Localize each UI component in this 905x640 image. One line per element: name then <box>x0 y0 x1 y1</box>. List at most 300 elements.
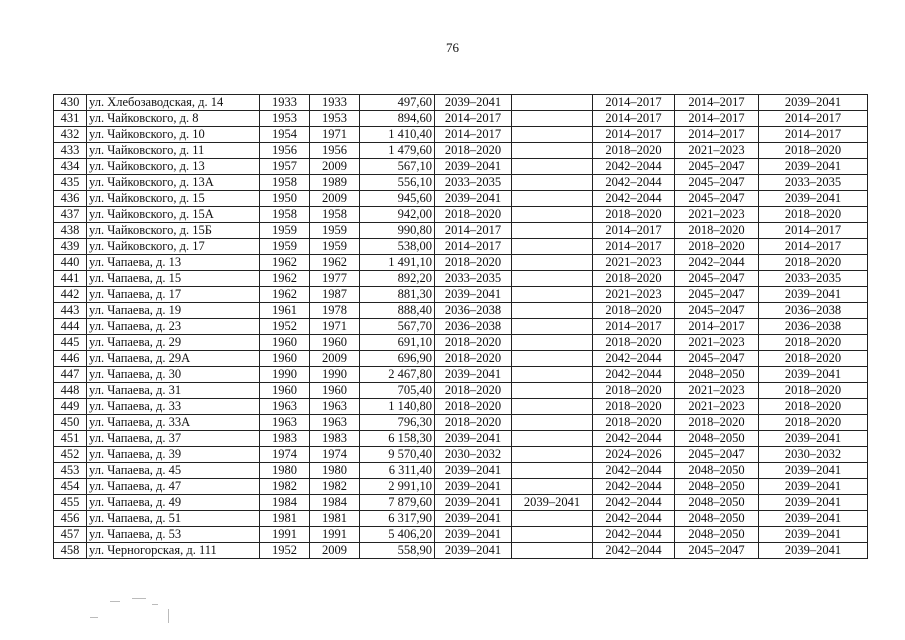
cell-p2 <box>512 255 593 271</box>
cell-p4: 2048–2050 <box>675 463 759 479</box>
table-row <box>54 335 868 351</box>
cell-p4: 2014–2017 <box>675 95 759 111</box>
cell-p4: 2045–2047 <box>675 271 759 287</box>
cell-p5: 2039–2041 <box>759 95 868 111</box>
cell-num: 430 <box>54 95 87 111</box>
cell-address: ул. Чапаева, д. 45 <box>87 463 260 479</box>
cell-p2 <box>512 287 593 303</box>
cell-p1: 2039–2041 <box>435 431 512 447</box>
table-row <box>54 271 868 287</box>
cell-address: ул. Чайковского, д. 11 <box>87 143 260 159</box>
table-row <box>54 511 868 527</box>
cell-p2 <box>512 447 593 463</box>
table-row <box>54 255 868 271</box>
cell-p1: 2033–2035 <box>435 271 512 287</box>
table-row <box>54 431 868 447</box>
cell-p1: 2033–2035 <box>435 175 512 191</box>
table-row <box>54 191 868 207</box>
cell-year-commissioned: 1981 <box>310 511 360 527</box>
cell-p2 <box>512 463 593 479</box>
cell-p4: 2021–2023 <box>675 335 759 351</box>
cell-address: ул. Чайковского, д. 15 <box>87 191 260 207</box>
cell-p5: 2039–2041 <box>759 367 868 383</box>
cell-year-commissioned: 2009 <box>310 191 360 207</box>
cell-num: 458 <box>54 543 87 559</box>
cell-year-commissioned: 1953 <box>310 111 360 127</box>
cell-p5: 2018–2020 <box>759 383 868 399</box>
cell-p5: 2036–2038 <box>759 303 868 319</box>
cell-p2 <box>512 143 593 159</box>
cell-num: 455 <box>54 495 87 511</box>
cell-year-commissioned: 2009 <box>310 543 360 559</box>
cell-year-built: 1962 <box>260 287 310 303</box>
cell-year-built: 1991 <box>260 527 310 543</box>
cell-p1: 2018–2020 <box>435 383 512 399</box>
cell-year-commissioned: 1959 <box>310 223 360 239</box>
cell-area: 5 406,20 <box>360 527 435 543</box>
table-row <box>54 239 868 255</box>
table-row <box>54 383 868 399</box>
cell-p4: 2045–2047 <box>675 351 759 367</box>
cell-p1: 2014–2017 <box>435 239 512 255</box>
cell-p1: 2030–2032 <box>435 447 512 463</box>
table-row <box>54 319 868 335</box>
cell-p2 <box>512 159 593 175</box>
cell-num: 435 <box>54 175 87 191</box>
cell-p2 <box>512 303 593 319</box>
cell-p2 <box>512 415 593 431</box>
cell-year-commissioned: 1983 <box>310 431 360 447</box>
table-row <box>54 207 868 223</box>
cell-p3: 2042–2044 <box>593 543 675 559</box>
cell-num: 450 <box>54 415 87 431</box>
cell-p4: 2048–2050 <box>675 479 759 495</box>
cell-p4: 2048–2050 <box>675 527 759 543</box>
cell-p4: 2014–2017 <box>675 111 759 127</box>
table-row <box>54 303 868 319</box>
table-row <box>54 447 868 463</box>
cell-p1: 2018–2020 <box>435 143 512 159</box>
cell-address: ул. Чапаева, д. 53 <box>87 527 260 543</box>
cell-num: 454 <box>54 479 87 495</box>
table-row <box>54 143 868 159</box>
cell-year-commissioned: 1959 <box>310 239 360 255</box>
cell-address: ул. Чапаева, д. 37 <box>87 431 260 447</box>
cell-p5: 2018–2020 <box>759 399 868 415</box>
cell-p5: 2039–2041 <box>759 463 868 479</box>
cell-p5: 2039–2041 <box>759 479 868 495</box>
cell-area: 558,90 <box>360 543 435 559</box>
page-number: 76 <box>446 40 459 55</box>
cell-area: 567,70 <box>360 319 435 335</box>
cell-p2: 2039–2041 <box>512 495 593 511</box>
cell-year-commissioned: 1971 <box>310 127 360 143</box>
cell-num: 443 <box>54 303 87 319</box>
cell-p1: 2039–2041 <box>435 495 512 511</box>
cell-p3: 2042–2044 <box>593 527 675 543</box>
cell-p3: 2018–2020 <box>593 143 675 159</box>
cell-p4: 2045–2047 <box>675 287 759 303</box>
cell-p3: 2018–2020 <box>593 383 675 399</box>
cell-address: ул. Чапаева, д. 33 <box>87 399 260 415</box>
cell-year-commissioned: 1956 <box>310 143 360 159</box>
cell-p4: 2045–2047 <box>675 175 759 191</box>
cell-address: ул. Чапаева, д. 23 <box>87 319 260 335</box>
table-row <box>54 495 868 511</box>
cell-area: 888,40 <box>360 303 435 319</box>
cell-year-built: 1952 <box>260 319 310 335</box>
cell-p2 <box>512 191 593 207</box>
cell-p1: 2039–2041 <box>435 527 512 543</box>
table-row <box>54 479 868 495</box>
cell-p2 <box>512 95 593 111</box>
cell-p1: 2014–2017 <box>435 223 512 239</box>
cell-area: 1 410,40 <box>360 127 435 143</box>
cell-p5: 2039–2041 <box>759 431 868 447</box>
table-row <box>54 463 868 479</box>
cell-p5: 2014–2017 <box>759 127 868 143</box>
cell-year-built: 1974 <box>260 447 310 463</box>
table-row <box>54 415 868 431</box>
cell-p5: 2033–2035 <box>759 271 868 287</box>
cell-year-built: 1959 <box>260 223 310 239</box>
cell-p1: 2018–2020 <box>435 399 512 415</box>
cell-num: 431 <box>54 111 87 127</box>
cell-address: ул. Чайковского, д. 13А <box>87 175 260 191</box>
cell-p5: 2018–2020 <box>759 415 868 431</box>
cell-address: ул. Хлебозаводская, д. 14 <box>87 95 260 111</box>
cell-year-commissioned: 2009 <box>310 159 360 175</box>
cell-area: 945,60 <box>360 191 435 207</box>
registry-table <box>53 94 868 559</box>
cell-p1: 2014–2017 <box>435 127 512 143</box>
cell-address: ул. Чапаева, д. 29 <box>87 335 260 351</box>
cell-area: 7 879,60 <box>360 495 435 511</box>
cell-p3: 2024–2026 <box>593 447 675 463</box>
cell-p1: 2039–2041 <box>435 159 512 175</box>
cell-address: ул. Чапаева, д. 19 <box>87 303 260 319</box>
cell-area: 497,60 <box>360 95 435 111</box>
cell-area: 1 491,10 <box>360 255 435 271</box>
cell-p2 <box>512 383 593 399</box>
cell-num: 442 <box>54 287 87 303</box>
cell-num: 434 <box>54 159 87 175</box>
cell-year-built: 1962 <box>260 271 310 287</box>
cell-num: 448 <box>54 383 87 399</box>
cell-year-built: 1960 <box>260 383 310 399</box>
cell-p3: 2042–2044 <box>593 495 675 511</box>
cell-year-built: 1950 <box>260 191 310 207</box>
cell-year-built: 1953 <box>260 111 310 127</box>
cell-p4: 2021–2023 <box>675 383 759 399</box>
table-row <box>54 111 868 127</box>
cell-year-commissioned: 1933 <box>310 95 360 111</box>
cell-year-commissioned: 1982 <box>310 479 360 495</box>
cell-address: ул. Чайковского, д. 15А <box>87 207 260 223</box>
cell-year-commissioned: 1963 <box>310 415 360 431</box>
table-row <box>54 399 868 415</box>
cell-p2 <box>512 367 593 383</box>
cell-area: 942,00 <box>360 207 435 223</box>
cell-p2 <box>512 207 593 223</box>
cell-p5: 2030–2032 <box>759 447 868 463</box>
cell-num: 444 <box>54 319 87 335</box>
cell-p3: 2018–2020 <box>593 207 675 223</box>
cell-p4: 2045–2047 <box>675 447 759 463</box>
cell-num: 456 <box>54 511 87 527</box>
cell-year-commissioned: 1989 <box>310 175 360 191</box>
cell-year-commissioned: 1960 <box>310 383 360 399</box>
cell-year-commissioned: 1984 <box>310 495 360 511</box>
cell-year-built: 1960 <box>260 351 310 367</box>
cell-p2 <box>512 543 593 559</box>
cell-p4: 2021–2023 <box>675 399 759 415</box>
table-row <box>54 543 868 559</box>
cell-p3: 2018–2020 <box>593 415 675 431</box>
cell-num: 451 <box>54 431 87 447</box>
cell-p5: 2014–2017 <box>759 111 868 127</box>
cell-p5: 2018–2020 <box>759 255 868 271</box>
cell-p2 <box>512 271 593 287</box>
cell-address: ул. Чапаева, д. 47 <box>87 479 260 495</box>
table-row <box>54 127 868 143</box>
cell-area: 1 140,80 <box>360 399 435 415</box>
cell-p5: 2033–2035 <box>759 175 868 191</box>
cell-p4: 2048–2050 <box>675 495 759 511</box>
cell-p3: 2042–2044 <box>593 191 675 207</box>
cell-p1: 2014–2017 <box>435 111 512 127</box>
cell-p3: 2042–2044 <box>593 479 675 495</box>
table-row <box>54 367 868 383</box>
cell-p1: 2039–2041 <box>435 95 512 111</box>
cell-p5: 2039–2041 <box>759 159 868 175</box>
cell-p4: 2048–2050 <box>675 431 759 447</box>
cell-p1: 2018–2020 <box>435 207 512 223</box>
table-row <box>54 95 868 111</box>
cell-year-built: 1960 <box>260 335 310 351</box>
cell-p4: 2045–2047 <box>675 543 759 559</box>
cell-year-commissioned: 1971 <box>310 319 360 335</box>
cell-p4: 2042–2044 <box>675 255 759 271</box>
cell-area: 691,10 <box>360 335 435 351</box>
cell-year-built: 1958 <box>260 175 310 191</box>
cell-year-built: 1957 <box>260 159 310 175</box>
cell-num: 446 <box>54 351 87 367</box>
cell-p5: 2036–2038 <box>759 319 868 335</box>
cell-area: 1 479,60 <box>360 143 435 159</box>
cell-p1: 2039–2041 <box>435 463 512 479</box>
cell-num: 436 <box>54 191 87 207</box>
cell-p1: 2036–2038 <box>435 303 512 319</box>
cell-year-commissioned: 1958 <box>310 207 360 223</box>
cell-p5: 2039–2041 <box>759 495 868 511</box>
cell-p2 <box>512 175 593 191</box>
cell-area: 696,90 <box>360 351 435 367</box>
cell-address: ул. Чапаева, д. 15 <box>87 271 260 287</box>
cell-area: 9 570,40 <box>360 447 435 463</box>
cell-p1: 2039–2041 <box>435 511 512 527</box>
table-row <box>54 175 868 191</box>
cell-p3: 2042–2044 <box>593 367 675 383</box>
cell-year-commissioned: 1974 <box>310 447 360 463</box>
cell-num: 452 <box>54 447 87 463</box>
cell-year-built: 1980 <box>260 463 310 479</box>
cell-num: 437 <box>54 207 87 223</box>
cell-p3: 2042–2044 <box>593 463 675 479</box>
cell-p1: 2039–2041 <box>435 543 512 559</box>
cell-p2 <box>512 223 593 239</box>
cell-p3: 2018–2020 <box>593 271 675 287</box>
cell-year-commissioned: 1978 <box>310 303 360 319</box>
scan-artifact <box>70 595 190 635</box>
cell-address: ул. Чайковского, д. 13 <box>87 159 260 175</box>
cell-p5: 2014–2017 <box>759 239 868 255</box>
cell-p1: 2039–2041 <box>435 367 512 383</box>
cell-p4: 2018–2020 <box>675 415 759 431</box>
cell-num: 453 <box>54 463 87 479</box>
cell-year-commissioned: 1987 <box>310 287 360 303</box>
cell-p4: 2048–2050 <box>675 367 759 383</box>
table-row <box>54 159 868 175</box>
cell-area: 567,10 <box>360 159 435 175</box>
cell-p2 <box>512 479 593 495</box>
cell-address: ул. Чапаева, д. 13 <box>87 255 260 271</box>
cell-area: 796,30 <box>360 415 435 431</box>
cell-p3: 2014–2017 <box>593 319 675 335</box>
cell-num: 438 <box>54 223 87 239</box>
cell-p5: 2018–2020 <box>759 351 868 367</box>
cell-p5: 2039–2041 <box>759 527 868 543</box>
cell-address: ул. Чапаева, д. 33А <box>87 415 260 431</box>
table-row <box>54 351 868 367</box>
cell-num: 439 <box>54 239 87 255</box>
cell-num: 447 <box>54 367 87 383</box>
cell-address: ул. Чайковского, д. 17 <box>87 239 260 255</box>
cell-p2 <box>512 319 593 335</box>
cell-year-commissioned: 1977 <box>310 271 360 287</box>
cell-address: ул. Чапаева, д. 31 <box>87 383 260 399</box>
cell-p1: 2018–2020 <box>435 255 512 271</box>
cell-area: 2 467,80 <box>360 367 435 383</box>
cell-num: 440 <box>54 255 87 271</box>
cell-year-commissioned: 1980 <box>310 463 360 479</box>
cell-area: 881,30 <box>360 287 435 303</box>
cell-p5: 2039–2041 <box>759 191 868 207</box>
cell-p3: 2018–2020 <box>593 399 675 415</box>
cell-year-built: 1952 <box>260 543 310 559</box>
cell-p3: 2018–2020 <box>593 335 675 351</box>
table-body <box>54 95 868 559</box>
cell-num: 433 <box>54 143 87 159</box>
cell-address: ул. Чапаева, д. 29А <box>87 351 260 367</box>
cell-p1: 2018–2020 <box>435 415 512 431</box>
cell-p3: 2042–2044 <box>593 431 675 447</box>
cell-address: ул. Чайковского, д. 10 <box>87 127 260 143</box>
cell-area: 2 991,10 <box>360 479 435 495</box>
cell-p3: 2014–2017 <box>593 127 675 143</box>
cell-p5: 2039–2041 <box>759 511 868 527</box>
cell-p1: 2039–2041 <box>435 479 512 495</box>
cell-p2 <box>512 399 593 415</box>
cell-year-built: 1984 <box>260 495 310 511</box>
cell-p2 <box>512 111 593 127</box>
cell-p3: 2014–2017 <box>593 223 675 239</box>
cell-num: 457 <box>54 527 87 543</box>
cell-p5: 2014–2017 <box>759 223 868 239</box>
cell-address: ул. Черногорская, д. 111 <box>87 543 260 559</box>
cell-p2 <box>512 239 593 255</box>
cell-year-commissioned: 1962 <box>310 255 360 271</box>
cell-p4: 2021–2023 <box>675 143 759 159</box>
cell-p5: 2018–2020 <box>759 335 868 351</box>
cell-area: 705,40 <box>360 383 435 399</box>
cell-address: ул. Чапаева, д. 39 <box>87 447 260 463</box>
cell-p5: 2018–2020 <box>759 207 868 223</box>
cell-year-built: 1958 <box>260 207 310 223</box>
cell-address: ул. Чапаева, д. 51 <box>87 511 260 527</box>
cell-p3: 2042–2044 <box>593 175 675 191</box>
cell-year-commissioned: 1963 <box>310 399 360 415</box>
cell-p1: 2018–2020 <box>435 351 512 367</box>
cell-year-commissioned: 1991 <box>310 527 360 543</box>
cell-year-commissioned: 1990 <box>310 367 360 383</box>
cell-year-built: 1963 <box>260 399 310 415</box>
cell-area: 990,80 <box>360 223 435 239</box>
cell-year-built: 1982 <box>260 479 310 495</box>
cell-p5: 2039–2041 <box>759 287 868 303</box>
cell-year-built: 1990 <box>260 367 310 383</box>
cell-area: 892,20 <box>360 271 435 287</box>
cell-p3: 2014–2017 <box>593 95 675 111</box>
cell-area: 538,00 <box>360 239 435 255</box>
cell-year-built: 1959 <box>260 239 310 255</box>
cell-address: ул. Чайковского, д. 8 <box>87 111 260 127</box>
cell-year-built: 1956 <box>260 143 310 159</box>
cell-year-built: 1981 <box>260 511 310 527</box>
cell-p3: 2018–2020 <box>593 303 675 319</box>
cell-p3: 2042–2044 <box>593 511 675 527</box>
cell-p4: 2014–2017 <box>675 319 759 335</box>
cell-area: 894,60 <box>360 111 435 127</box>
cell-p3: 2021–2023 <box>593 287 675 303</box>
cell-num: 432 <box>54 127 87 143</box>
cell-num: 449 <box>54 399 87 415</box>
cell-p1: 2036–2038 <box>435 319 512 335</box>
cell-year-commissioned: 1960 <box>310 335 360 351</box>
cell-p4: 2045–2047 <box>675 159 759 175</box>
cell-area: 6 311,40 <box>360 463 435 479</box>
cell-p1: 2039–2041 <box>435 191 512 207</box>
cell-p2 <box>512 431 593 447</box>
cell-year-commissioned: 2009 <box>310 351 360 367</box>
cell-year-built: 1933 <box>260 95 310 111</box>
cell-p4: 2045–2047 <box>675 191 759 207</box>
cell-p4: 2014–2017 <box>675 127 759 143</box>
cell-p2 <box>512 527 593 543</box>
cell-p2 <box>512 511 593 527</box>
cell-year-built: 1954 <box>260 127 310 143</box>
cell-p2 <box>512 127 593 143</box>
cell-area: 6 317,90 <box>360 511 435 527</box>
cell-p4: 2045–2047 <box>675 303 759 319</box>
cell-p3: 2014–2017 <box>593 111 675 127</box>
cell-p3: 2042–2044 <box>593 351 675 367</box>
cell-p5: 2039–2041 <box>759 543 868 559</box>
cell-p1: 2039–2041 <box>435 287 512 303</box>
cell-address: ул. Чапаева, д. 17 <box>87 287 260 303</box>
table-row <box>54 287 868 303</box>
cell-num: 445 <box>54 335 87 351</box>
